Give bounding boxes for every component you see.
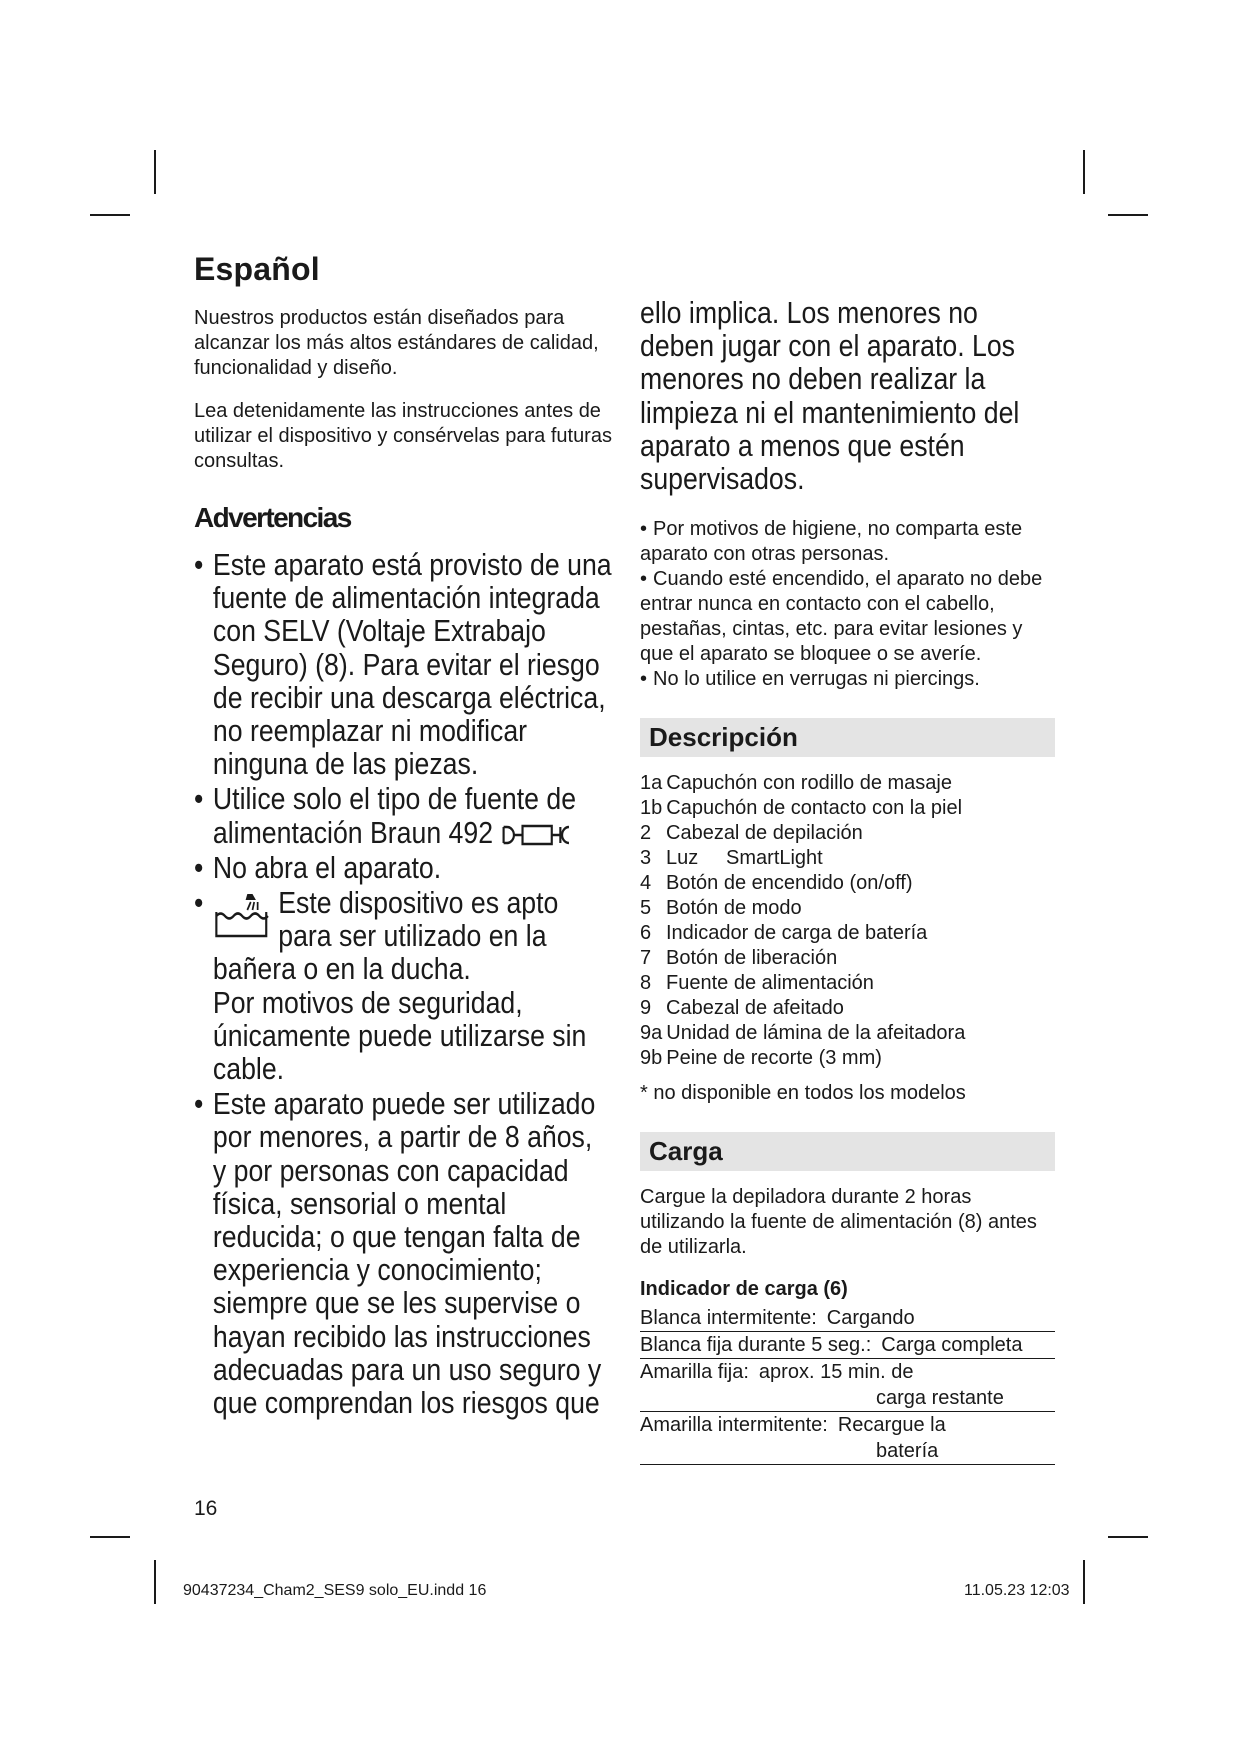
warning-item bbox=[194, 782, 612, 848]
indicator-value: aprox. 15 min. de bbox=[758, 1361, 914, 1384]
right-column bbox=[640, 296, 1055, 1465]
intro-paragraph: Lea detenidamente las instrucciones antes de utilizar el dispositivo y consérvelas para futuras consultas. bbox=[194, 400, 612, 472]
crop-mark bbox=[90, 1536, 130, 1538]
intro-paragraph: Nuestros productos están diseñados para alcanzar los más altos estándares de calidad, funcionalidad y diseño. bbox=[194, 307, 599, 379]
hygiene-list bbox=[640, 517, 1055, 692]
description-item-number: 1b bbox=[640, 797, 663, 820]
description-item bbox=[640, 871, 1055, 896]
description-item-number: 7 bbox=[640, 947, 652, 970]
indicator-value: Recargue la bbox=[837, 1414, 946, 1437]
warnings-heading: Advertencias bbox=[194, 502, 351, 533]
indicator-cell bbox=[640, 1332, 1055, 1359]
description-item-number: 9a bbox=[640, 1022, 663, 1045]
indicator-value: batería bbox=[876, 1440, 939, 1463]
description-item-number: 4 bbox=[640, 872, 652, 895]
description-item-text: Luz SmartLight bbox=[666, 847, 823, 870]
crop-mark bbox=[1108, 1536, 1148, 1538]
description-item bbox=[640, 846, 1055, 871]
shower-bath-icon bbox=[213, 890, 270, 940]
description-item-text: Unidad de lámina de la afeitadora bbox=[666, 1022, 966, 1045]
warning-text: Utilice solo el tipo de fuente de alimentación Braun 492 bbox=[212, 781, 577, 850]
description-item-number: 2 bbox=[640, 822, 652, 845]
indicator-value: Carga completa bbox=[881, 1334, 1023, 1357]
warning-item bbox=[194, 548, 612, 780]
description-item-text: Capuchón con rodillo de masaje bbox=[666, 772, 952, 795]
description-item-number: 5 bbox=[640, 897, 652, 920]
description-item-text: Fuente de alimentación bbox=[666, 972, 874, 995]
description-item bbox=[640, 821, 1055, 846]
indicator-state: Amarilla intermitente: bbox=[640, 1414, 828, 1437]
warning-text: Este aparato puede ser utilizado por menores, a partir de 8 años, y por personas con capacidad física, sensorial o mental reducida; o que tengan falta de experiencia y conocimiento; siempre que se les supervise o hayan recibido las instrucciones adecuadas para un uso seguro y que comprendan los riesgos que bbox=[212, 1086, 602, 1421]
indicator-state: Blanca intermitente: bbox=[640, 1307, 817, 1330]
crop-mark bbox=[90, 214, 130, 216]
warning-item bbox=[194, 886, 612, 1085]
indicator-cell bbox=[640, 1305, 1055, 1332]
warning-text: No abra el aparato. bbox=[212, 849, 442, 885]
description-item-text: Capuchón de contacto con la piel bbox=[666, 797, 963, 820]
indicator-cell bbox=[640, 1412, 1055, 1465]
crop-mark bbox=[154, 1560, 156, 1604]
indicator-table bbox=[640, 1305, 1055, 1465]
crop-mark bbox=[1108, 214, 1148, 216]
indicator-cell bbox=[640, 1359, 1055, 1412]
description-item bbox=[640, 921, 1055, 946]
list-item: • Por motivos de higiene, no comparta este aparato con otras personas. bbox=[640, 518, 1023, 566]
description-item bbox=[640, 996, 1055, 1021]
description-item bbox=[640, 896, 1055, 921]
description-item-number: 9b bbox=[640, 1047, 663, 1070]
description-item-number: 6 bbox=[640, 922, 652, 945]
description-item-text: Cabezal de depilación bbox=[666, 822, 863, 845]
indicator-row bbox=[640, 1359, 1055, 1412]
warning-continuation bbox=[640, 296, 1053, 495]
description-item-number: 8 bbox=[640, 972, 652, 995]
crop-mark bbox=[1083, 1560, 1085, 1604]
charge-paragraph: Cargue la depiladora durante 2 horas utilizando la fuente de alimentación (8) antes de utilizarla. bbox=[640, 1186, 1037, 1259]
description-heading: Descripción bbox=[640, 718, 1055, 757]
indicator-row bbox=[640, 1332, 1055, 1359]
description-item-text: Botón de modo bbox=[666, 897, 802, 920]
description-item bbox=[640, 971, 1055, 996]
indicator-state: Blanca fija durante 5 seg.: bbox=[640, 1334, 872, 1357]
description-item-number: 9 bbox=[640, 997, 652, 1020]
description-item-text: Indicador de carga de batería bbox=[666, 922, 928, 945]
description-item bbox=[640, 771, 1055, 796]
charge-heading: Carga bbox=[640, 1132, 1055, 1171]
warning-text: ello implica. Los menores no deben jugar con el aparato. Los menores no deben realizar la limpieza ni el mantenimiento del aparato a menos que estén supervisados. bbox=[640, 295, 1020, 497]
power-supply-icon bbox=[500, 823, 574, 847]
indicator-row bbox=[640, 1305, 1055, 1332]
description-note: * no disponible en todos los modelos bbox=[640, 1082, 966, 1105]
left-column bbox=[194, 240, 614, 1421]
indicator-state: Amarilla fija: bbox=[640, 1361, 749, 1384]
indicator-value: carga restante bbox=[876, 1387, 1004, 1410]
print-slug-date: 11.05.23 12:03 bbox=[964, 1582, 1070, 1599]
description-item-number: 3 bbox=[640, 847, 652, 870]
description-item-text: Botón de encendido (on/off) bbox=[666, 872, 913, 895]
description-item bbox=[640, 946, 1055, 971]
print-slug-file: 90437234_Cham2_SES9 solo_EU.indd 16 bbox=[183, 1582, 487, 1599]
page-title: Español bbox=[194, 251, 320, 287]
description-item-text: Cabezal de afeitado bbox=[666, 997, 844, 1020]
list-item: • No lo utilice en verrugas ni piercings. bbox=[640, 668, 980, 691]
warning-text: Este dispositivo es apto para ser utilizado en la bañera o en la ducha. bbox=[212, 885, 559, 987]
crop-mark bbox=[1083, 150, 1085, 194]
crop-mark bbox=[154, 150, 156, 194]
warning-text: Este aparato está provisto de una fuente de alimentación integrada con SELV (Voltaje Extrabajo Seguro) (8). Para evitar el riesgo de recibir una descarga eléctrica, no reemplazar ni modificar ninguna de las piezas. bbox=[212, 547, 612, 782]
description-list bbox=[640, 771, 1055, 1071]
indicator-row bbox=[640, 1412, 1055, 1465]
indicator-heading: Indicador de carga (6) bbox=[640, 1278, 848, 1301]
indicator-value: Cargando bbox=[826, 1307, 915, 1330]
description-item bbox=[640, 1046, 1055, 1071]
description-item bbox=[640, 1021, 1055, 1046]
description-item-text: Botón de liberación bbox=[666, 947, 838, 970]
page-number: 16 bbox=[194, 1497, 218, 1520]
warning-item bbox=[194, 851, 612, 884]
warnings-list bbox=[194, 548, 612, 1419]
list-item: • Cuando esté encendido, el aparato no debe entrar nunca en contacto con el cabello, pestañas, cintas, etc. para evitar lesiones y que el aparato se bloquee o se averíe. bbox=[640, 568, 1043, 666]
description-item-text: Peine de recorte (3 mm) bbox=[666, 1047, 882, 1070]
warning-text: Por motivos de seguridad, únicamente puede utilizarse sin cable. bbox=[212, 984, 587, 1087]
description-item bbox=[640, 796, 1055, 821]
warning-item bbox=[194, 1087, 612, 1419]
description-item-number: 1a bbox=[640, 772, 663, 795]
